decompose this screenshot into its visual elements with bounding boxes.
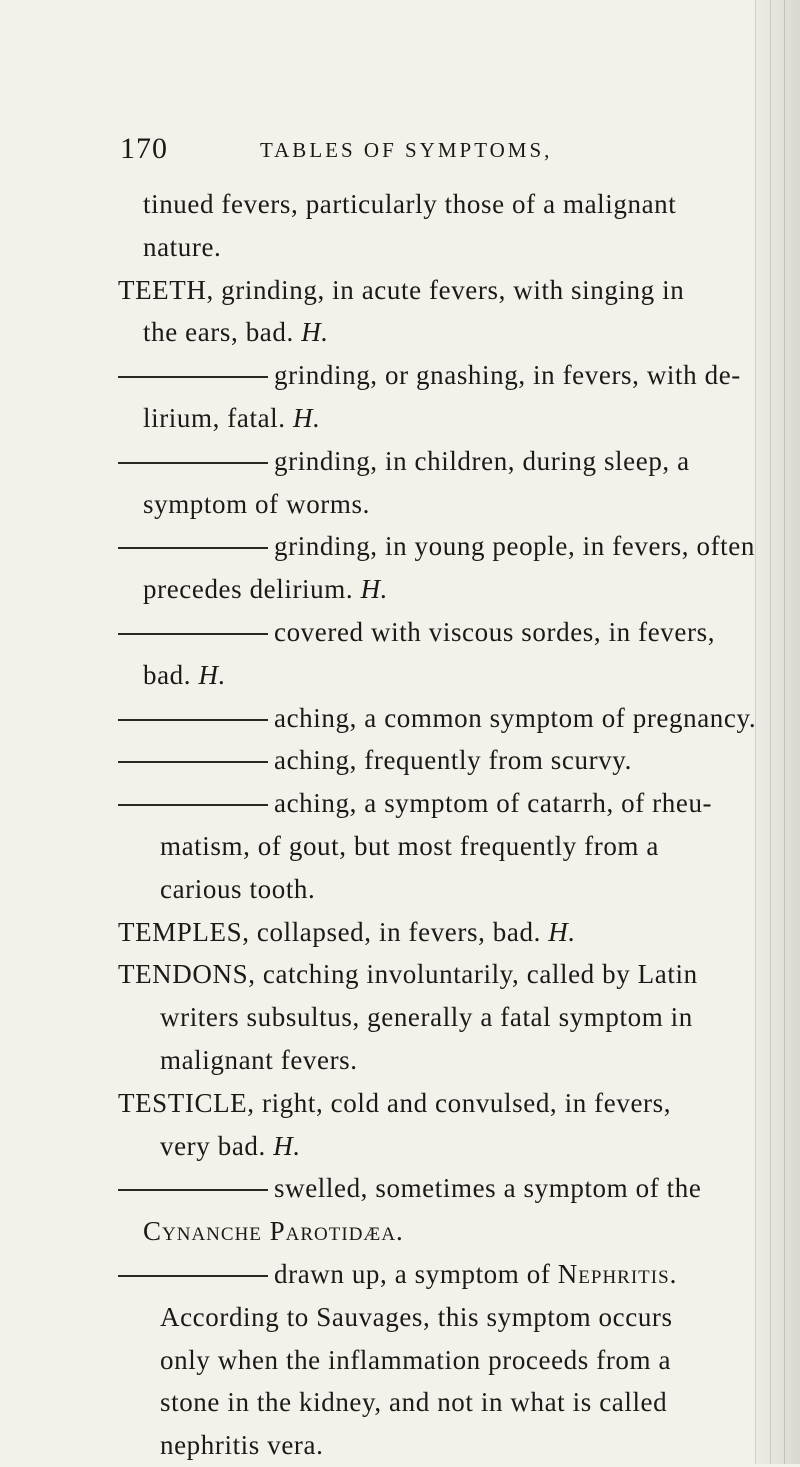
- text-line: symptom of worms.: [143, 488, 370, 519]
- ditto-dash: [118, 376, 268, 378]
- text-line: malignant fevers.: [160, 1044, 358, 1075]
- text-line: According to Sauvages, this symptom occurs: [160, 1301, 673, 1332]
- text-line: nephritis vera.: [160, 1430, 324, 1461]
- running-head: TABLES OF SYMPTOMS,: [260, 138, 553, 162]
- text-line: tinued fevers, particularly those of a malignant: [143, 189, 677, 219]
- body-text: [118, 183, 757, 1467]
- entry-teeth: TEETH, grinding, in acute fevers, with singing in: [118, 274, 685, 305]
- text-line: very bad. H.: [160, 1130, 301, 1161]
- text-line: aching, a symptom of catarrh, of rheu-: [118, 782, 738, 825]
- ditto-dash: [118, 719, 268, 721]
- text-line: grinding, in children, during sleep, a: [118, 440, 738, 483]
- text-line: grinding, or gnashing, in fevers, with de-: [118, 354, 738, 397]
- ditto-dash: [118, 462, 268, 464]
- page-edge: [755, 0, 800, 1464]
- text-line: Cynanche Parotidæa.: [143, 1216, 404, 1247]
- text-line: bad. H.: [143, 659, 226, 690]
- ditto-dash: [118, 804, 268, 806]
- text-line: writers subsultus, generally a fatal symptom in: [160, 1002, 693, 1033]
- text-line: precedes delirium. H.: [143, 574, 389, 605]
- ditto-dash: [118, 1275, 268, 1277]
- ditto-dash: [118, 633, 268, 635]
- text-line: covered with viscous sordes, in fevers,: [118, 611, 738, 654]
- text-line: stone in the kidney, and not in what is called: [160, 1387, 668, 1418]
- ditto-dash: [118, 547, 268, 549]
- text-line: grinding, in young people, in fevers, often: [118, 525, 738, 568]
- page-number: 170: [120, 132, 168, 165]
- ditto-dash: [118, 761, 268, 763]
- text-line: aching, a common symptom of pregnancy.: [118, 697, 738, 740]
- text-line: the ears, bad. H.: [143, 317, 329, 348]
- text-line: aching, frequently from scurvy.: [118, 739, 738, 782]
- text-line: nature.: [143, 231, 222, 262]
- page-header: [120, 132, 680, 172]
- text-line: drawn up, a symptom of Nephritis.: [118, 1253, 738, 1296]
- ditto-dash: [118, 1189, 268, 1191]
- text-line: matism, of gout, but most frequently from a: [160, 830, 659, 861]
- text-line: lirium, fatal. H.: [143, 402, 321, 433]
- text-line: swelled, sometimes a symptom of the: [118, 1167, 738, 1210]
- entry-tendons: TENDONS, catching involuntarily, called by Latin: [118, 959, 698, 990]
- text-line: carious tooth.: [160, 873, 316, 904]
- entry-temples: TEMPLES, collapsed, in fevers, bad. H.: [118, 916, 576, 947]
- entry-testicle: TESTICLE, right, cold and convulsed, in fevers,: [118, 1087, 672, 1118]
- text-line: only when the inflammation proceeds from a: [160, 1344, 672, 1375]
